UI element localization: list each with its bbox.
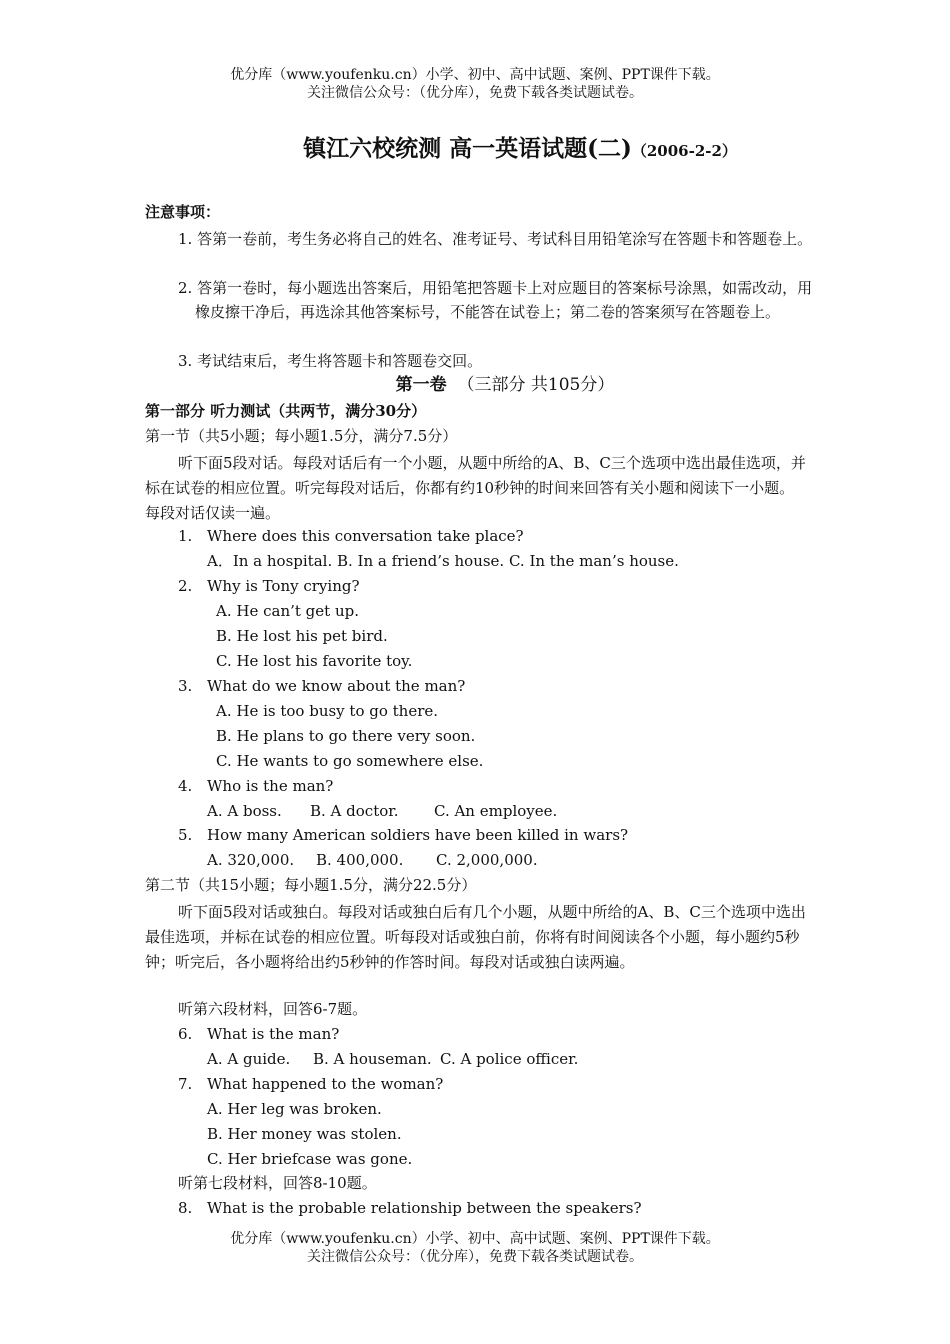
section1-heading: 第一节（共5小题；每小题1.5分，满分7.5分） — [145, 427, 458, 445]
q6-number: 6. — [178, 1025, 193, 1043]
title-date: （2006-2-2） — [631, 142, 737, 160]
q4-option-a: A. A boss. — [207, 802, 282, 820]
q1-number: 1. — [178, 527, 193, 545]
q4-option-b: B. A doctor. — [310, 802, 399, 820]
q8-number: 8. — [178, 1199, 193, 1217]
q4-text: Who is the man? — [207, 777, 334, 795]
notice-item-2: 2. 答第一卷时，每小题选出答案后，用铅笔把答题卡上对应题目的答案标号涂黑，如需改动，用橡皮擦干净后，再选涂其他答案标号，不能答在试卷上；第二卷的答案须写在答题卷上。 — [178, 279, 813, 321]
q2-text: Why is Tony crying? — [207, 577, 360, 595]
footer-line-1: 优分库（www.youfenku.cn）小学、初中、高中试题、案例、PPT课件下载。 — [230, 1231, 720, 1247]
footer-line-2: 关注微信公众号：（优分库），免费下载各类试题试卷。 — [307, 1249, 643, 1265]
header-line-2: 关注微信公众号：（优分库），免费下载各类试题试卷。 — [307, 85, 643, 101]
header-line-1: 优分库（www.youfenku.cn）小学、初中、高中试题、案例、PPT课件下载。 — [230, 67, 720, 83]
q6-option-b: B. A houseman. — [313, 1050, 432, 1068]
q7-number: 7. — [178, 1075, 193, 1093]
q2-option-a: A. He can’t get up. — [216, 602, 359, 620]
notice-item-3: 3. 考试结束后，考生将答题卡和答题卷交回。 — [178, 352, 483, 370]
part1-heading: 第一部分 听力测试（共两节，满分30分） — [145, 402, 427, 420]
q5-option-b: B. 400,000. — [316, 851, 404, 869]
q4-number: 4. — [178, 777, 193, 795]
page-header — [0, 66, 950, 102]
q2-option-c: C. He lost his favorite toy. — [216, 652, 413, 670]
q7-text: What happened to the woman? — [207, 1075, 444, 1093]
volume-name: 第一卷 — [395, 375, 447, 395]
q4-option-c: C. An employee. — [434, 802, 558, 820]
q1-text: Where does this conversation take place? — [207, 527, 524, 545]
q8-text: What is the probable relationship between the speakers? — [207, 1199, 642, 1217]
notice-heading: 注意事项： — [145, 203, 221, 221]
section2-instructions: 听下面5段对话或独白。每段对话或独白后有几个小题，从题中所给的A、B、C三个选项中选出最佳选项，并标在试卷的相应位置。听每段对话或独白前，你将有时间阅读各个小题，每小题约5秒钟；听完后，各小题将给出约5秒钟的作答时间。每段对话或独白读两遍。 — [145, 903, 806, 971]
section2-heading: 第二节（共15小题；每小题1.5分，满分22.5分） — [145, 876, 477, 894]
volume-heading — [0, 373, 950, 397]
q2-number: 2. — [178, 577, 193, 595]
volume-info: （三部分 共105分） — [457, 375, 615, 395]
q6-option-a: A. A guide. — [207, 1050, 291, 1068]
q3-option-b: B. He plans to go there very soon. — [216, 727, 476, 745]
title-main: 镇江六校统测 高一英语试题(二) — [303, 135, 632, 162]
q6-text: What is the man? — [207, 1025, 340, 1043]
q7-option-a: A. Her leg was broken. — [207, 1100, 382, 1118]
q3-number: 3. — [178, 677, 193, 695]
page-footer — [0, 1230, 950, 1266]
notice-item-1: 1. 答第一卷前，考生务必将自己的姓名、准考证号、考试科目用铅笔涂写在答题卡和答题卷上。 — [178, 230, 813, 248]
material-6-note: 听第六段材料，回答6-7题。 — [178, 1000, 368, 1018]
q7-option-c: C. Her briefcase was gone. — [207, 1150, 413, 1168]
q7-option-b: B. Her money was stolen. — [207, 1125, 402, 1143]
q3-option-a: A. He is too busy to go there. — [216, 702, 439, 720]
q2-option-b: B. He lost his pet bird. — [216, 627, 388, 645]
q3-text: What do we know about the man? — [207, 677, 466, 695]
q5-number: 5. — [178, 826, 193, 844]
page-title — [0, 133, 950, 167]
q5-option-c: C. 2,000,000. — [436, 851, 538, 869]
q5-text: How many American soldiers have been killed in wars? — [207, 826, 629, 844]
section1-instructions: 听下面5段对话。每段对话后有一个小题，从题中所给的A、B、C三个选项中选出最佳选项，并标在试卷的相应位置。听完每段对话后，你都有约10秒钟的时间来回答有关小题和阅读下一小题。每段对话仅读一遍。 — [145, 454, 806, 522]
q1-options: A．In a hospital. B. In a friend’s house. C. In the man’s house. — [207, 552, 679, 570]
q3-option-c: C. He wants to go somewhere else. — [216, 752, 484, 770]
q5-option-a: A. 320,000. — [207, 851, 295, 869]
q6-option-c: C. A police officer. — [440, 1050, 579, 1068]
material-7-note: 听第七段材料，回答8-10题。 — [178, 1174, 377, 1192]
